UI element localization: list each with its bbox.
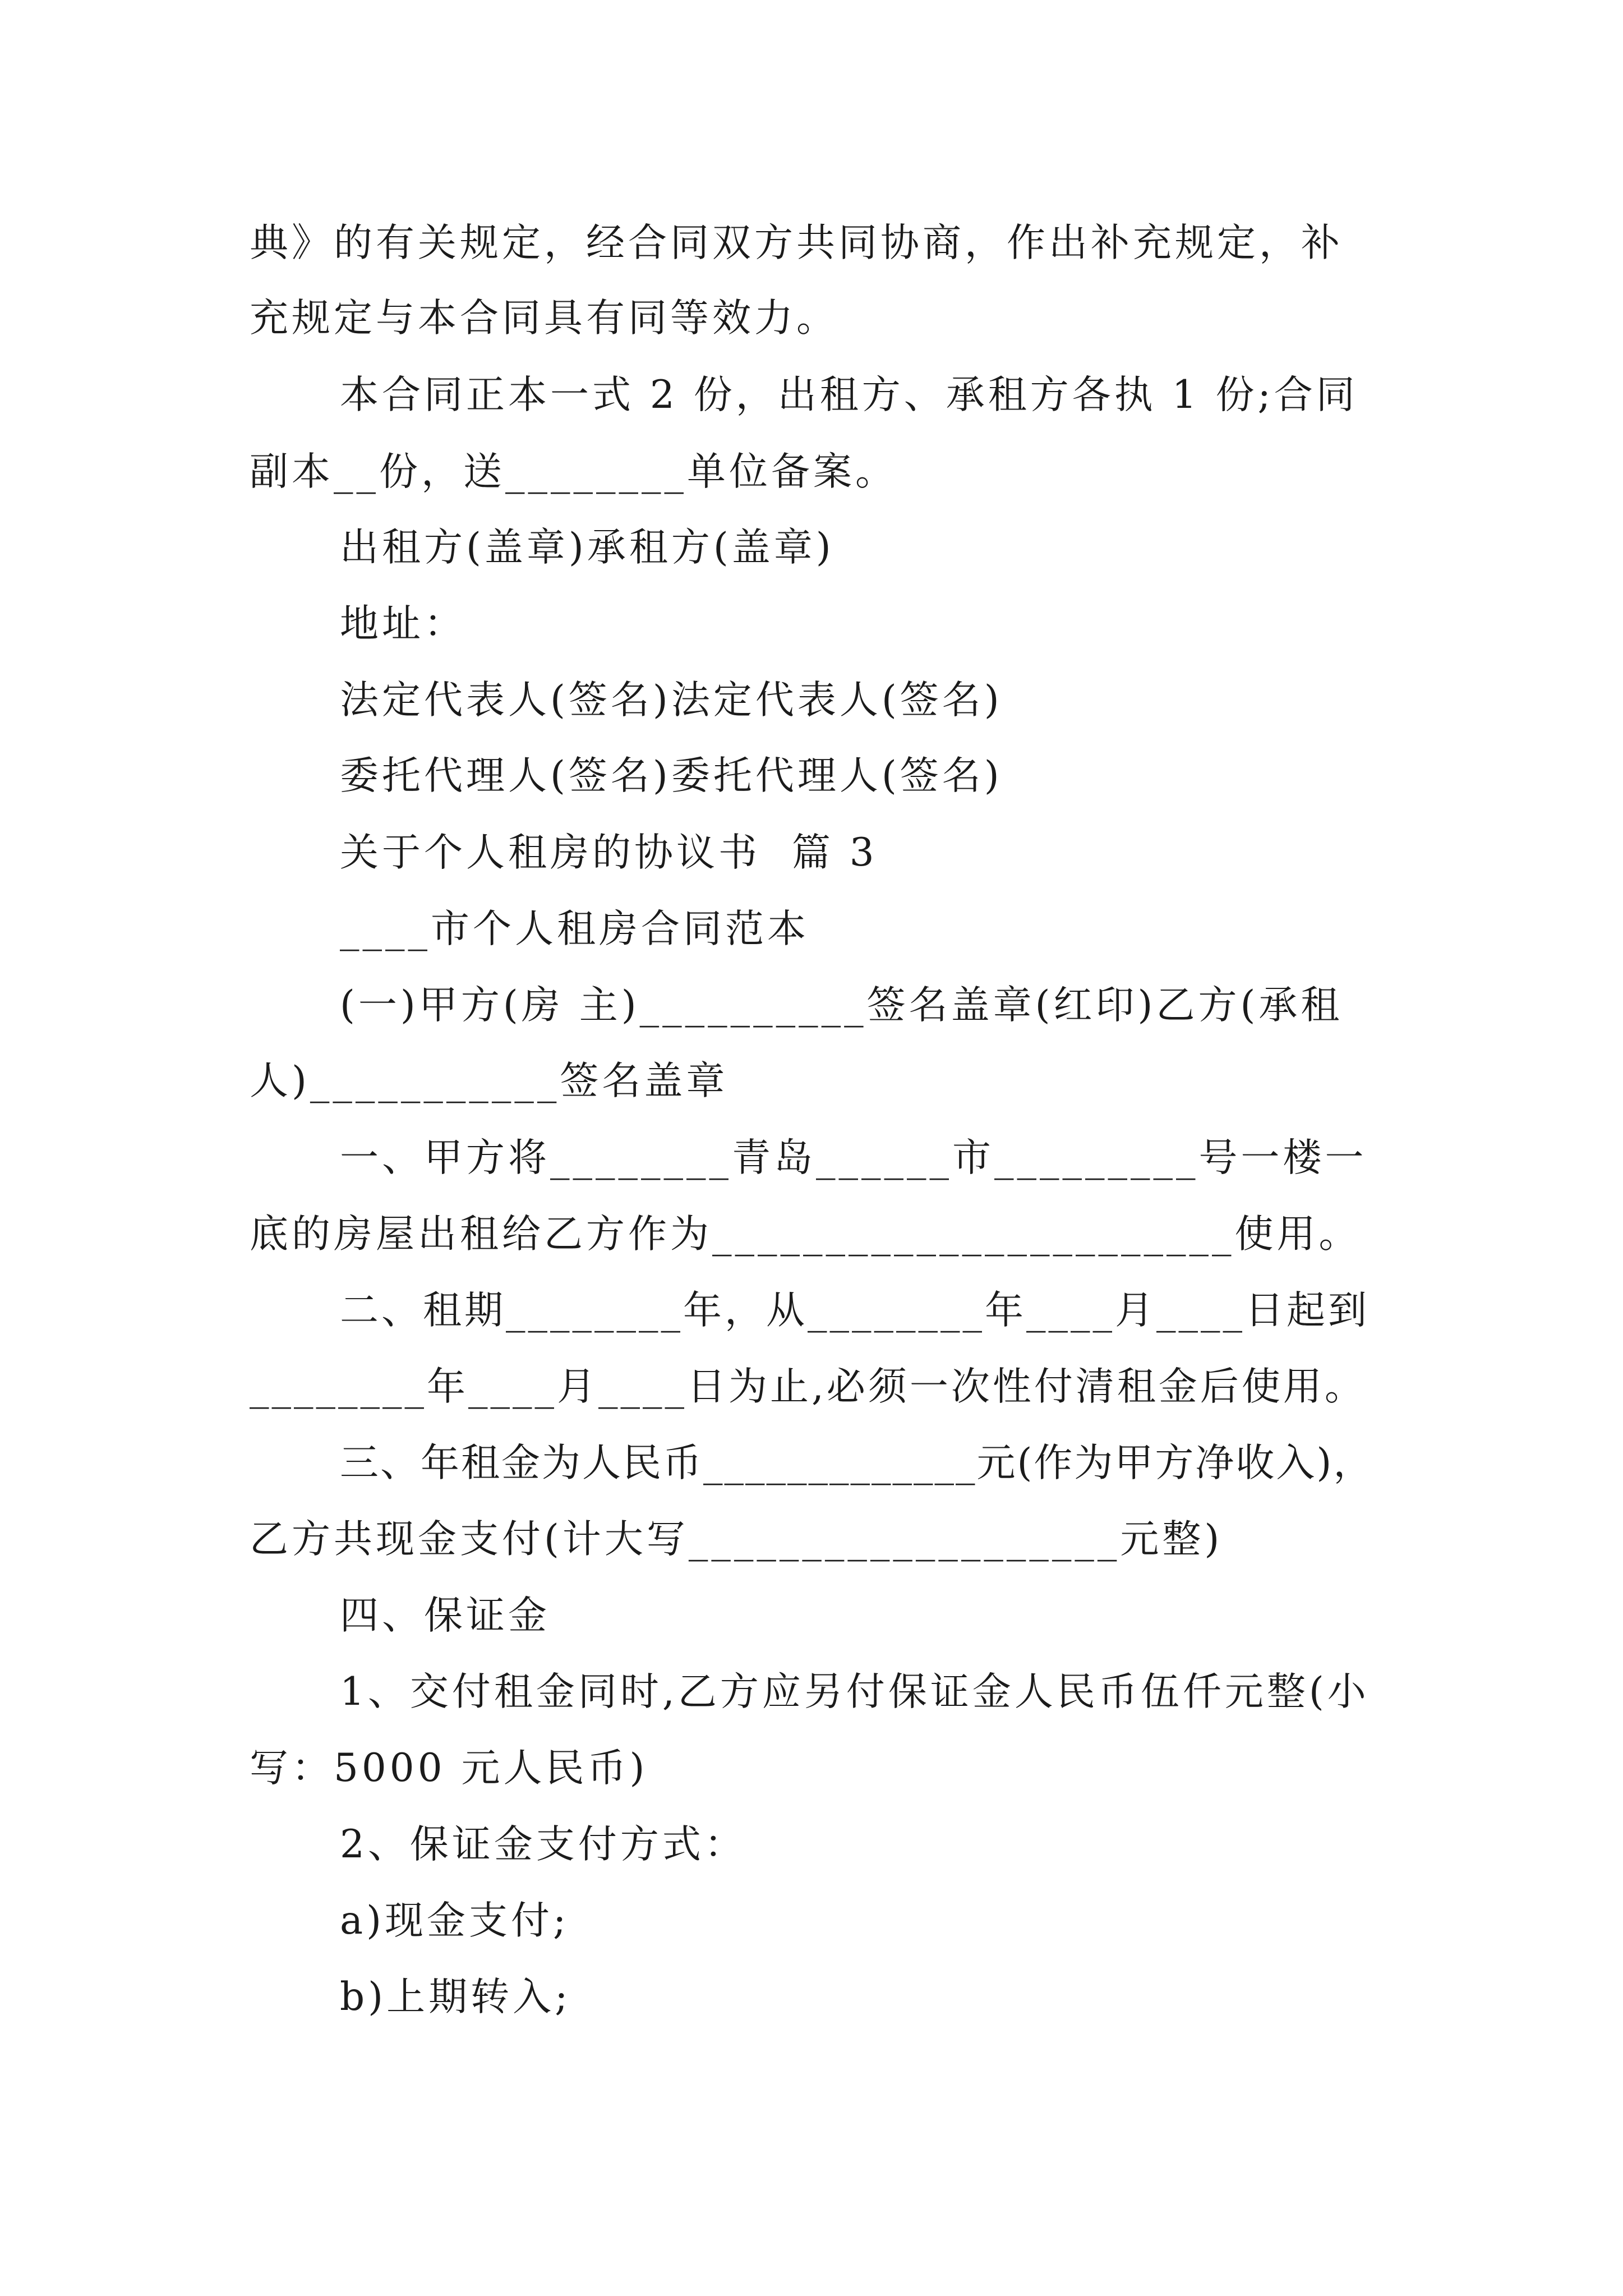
paragraph-line: 委托代理人(签名)委托代理人(签名) bbox=[340, 753, 1003, 798]
paragraph-line: ________年____月____日为止,必须一次性付清租金后使用。 bbox=[250, 1364, 1366, 1409]
paragraph-line: 地址： bbox=[340, 601, 466, 646]
paragraph-line: 出租方(盖章)承租方(盖章) bbox=[340, 525, 834, 570]
paragraph-line: 一、甲方将________青岛______市_________号一楼一 bbox=[340, 1135, 1367, 1180]
paragraph-line: 乙方共现金支付(计大写___________________元整) bbox=[250, 1517, 1223, 1562]
paragraph-line: a)现金支付; bbox=[340, 1898, 570, 1943]
paragraph-line: 2、保证金支付方式： bbox=[340, 1822, 746, 1867]
paragraph-line: 1、交付租金同时,乙方应另付保证金人民币伍仟元整(小 bbox=[340, 1669, 1370, 1714]
paragraph-line: 本合同正本一式 2 份，出租方、承租方各执 1 份;合同 bbox=[340, 372, 1358, 417]
paragraph-line: 副本__份，送________单位备案。 bbox=[250, 449, 897, 494]
paragraph-line: 四、保证金 bbox=[340, 1593, 550, 1638]
section-heading: 关于个人租房的协议书 篇 3 bbox=[340, 830, 878, 875]
paragraph-line: ____市个人租房合同范本 bbox=[340, 907, 809, 951]
paragraph-line: 人)___________签名盖章 bbox=[250, 1059, 728, 1103]
paragraph-line: 写：5000 元人民币) bbox=[250, 1746, 648, 1791]
paragraph-line: 三、年租金为人民币_____________元(作为甲方净收入)， bbox=[340, 1441, 1374, 1485]
paragraph-line: 法定代表人(签名)法定代表人(签名) bbox=[340, 678, 1003, 723]
paragraph-line: 底的房屋出租给乙方作为_______________________使用。 bbox=[250, 1212, 1361, 1257]
paragraph-line: 典》的有关规定，经合同双方共同协商，作出补充规定，补 bbox=[250, 220, 1343, 265]
paragraph-line: 二、租期________年，从________年____月____日起到 bbox=[340, 1288, 1370, 1333]
paragraph-line: 充规定与本合同具有同等效力。 bbox=[250, 296, 838, 341]
paragraph-line: (一)甲方(房 主)__________签名盖章(红印)乙方(承租 bbox=[340, 983, 1343, 1028]
paragraph-line: b)上期转入; bbox=[340, 1975, 571, 2019]
